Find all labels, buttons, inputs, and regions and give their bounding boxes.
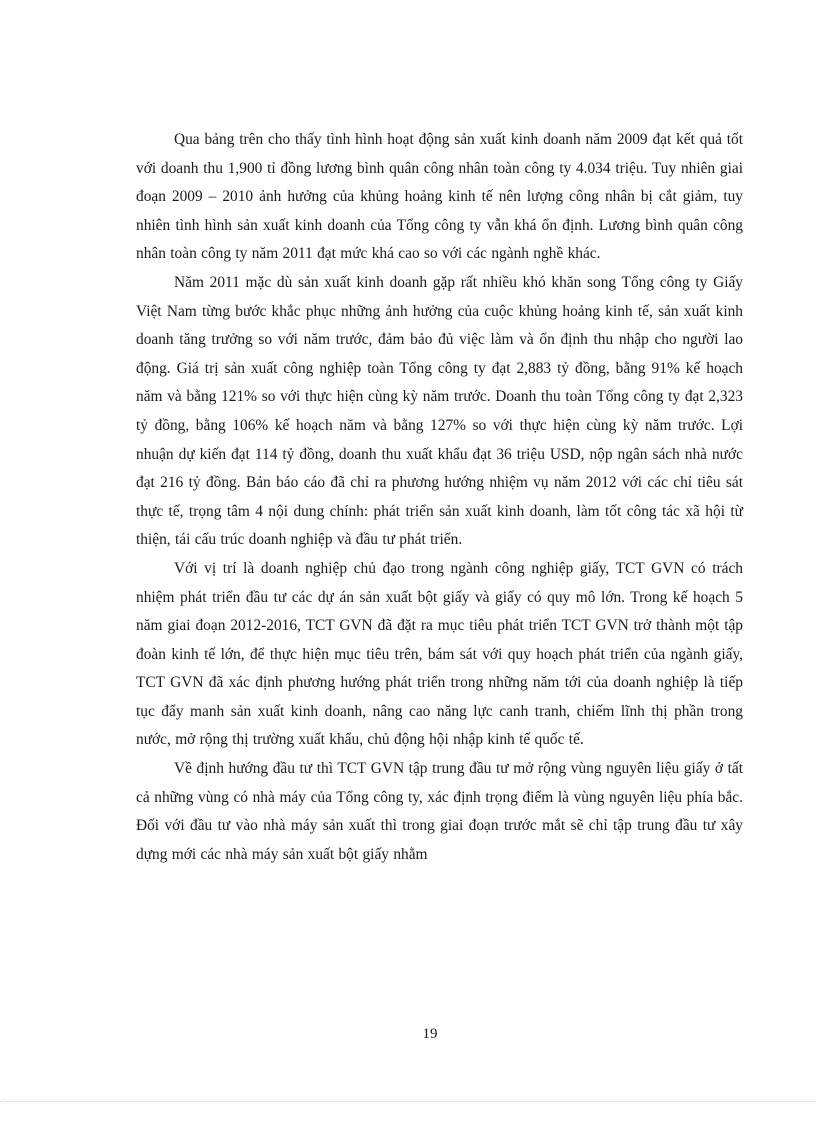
page-bottom-divider xyxy=(0,1101,816,1102)
paragraph-4: Về định hướng đầu tư thì TCT GVN tập trung đầu tư mở rộng vùng nguyên liệu giấy ở tất cả những vùng có nhà máy của Tổng công ty, xác định trọng điểm là vùng nguyên liệu phía bắc. Đối với đầu tư vào nhà máy sản xuất thì trong giai đoạn trước mắt sẽ chỉ tập trung đầu tư xây dựng mới các nhà máy sản xuất bột giấy nhằm xyxy=(136,760,743,863)
body-text xyxy=(136,126,743,869)
paragraph-3: Với vị trí là doanh nghiệp chủ đạo trong ngành công nghiệp giấy, TCT GVN có trách nhiệm phát triển đầu tư các dự án sản xuất bột giấy và giấy có quy mô lớn. Trong kế hoạch 5 năm giai đoạn 2012-2016, TCT GVN đã đặt ra mục tiêu phát triển TCT GVN trở thành một tập đoàn kinh tế lớn, để thực hiện mục tiêu trên, bám sát với quy hoạch phát triển của ngành giấy, TCT GVN đã xác định phương hướng phát triển trong những năm tới của doanh nghiệp là tiếp tục đẩy manh sản xuất kinh doanh, nâng cao năng lực canh tranh, chiếm lĩnh thị phần trong nước, mở rộng thị trường xuất khẩu, chủ động hội nhập kinh tế quốc tế. xyxy=(136,559,743,749)
paragraph-2: Năm 2011 mặc dù sản xuất kinh doanh gặp rất nhiều khó khăn song Tổng công ty Giấy Việt Nam từng bước khắc phục những ảnh hưởng của cuộc khủng hoảng kinh tế, sản xuất kinh doanh tăng trưởng so với năm trước, đảm bảo đủ việc làm và ổn định thu nhập cho người lao động. Giá trị sản xuất công nghiệp toàn Tổng công ty đạt 2,883 tỷ đồng, bằng 91% kế hoạch năm và bằng 121% so với thực hiện cùng kỳ năm trước. Doanh thu toàn Tổng công ty đạt 2,323 tỷ đồng, bằng 106% kế hoạch năm và bằng 127% so với thực hiện cùng kỳ năm trước. Lợi nhuận dự kiến đạt 114 tỷ đồng, doanh thu xuất khẩu đạt 36 triệu USD, nộp ngân sách nhà nước đạt 216 tỷ đồng. Bản báo cáo đã chỉ ra phương hướng nhiệm vụ năm 2012 với các chỉ tiêu sát thực tế, trọng tâm 4 nội dung chính: phát triển sản xuất kinh doanh, làm tốt công tác xã hội từ thiện, tái cấu trúc doanh nghiệp và đầu tư phát triển. xyxy=(136,273,743,549)
page-number: 19 xyxy=(422,1026,438,1042)
paragraph-1: Qua bảng trên cho thấy tình hình hoạt động sản xuất kinh doanh năm 2009 đạt kết quả tốt với doanh thu 1,900 tỉ đồng lương bình quân công nhân toàn công ty 4.034 triệu. Tuy nhiên giai đoạn 2009 – 2010 ảnh hưởng của khủng hoảng kinh tế nên lượng công nhân bị cắt giảm, tuy nhiên tình hình sản xuất kinh doanh của Tổng công ty vẫn khá ổn định. Lương bình quân công nhân toàn công ty năm 2011 đạt mức khá cao so với các ngành nghề khác. xyxy=(136,131,743,263)
